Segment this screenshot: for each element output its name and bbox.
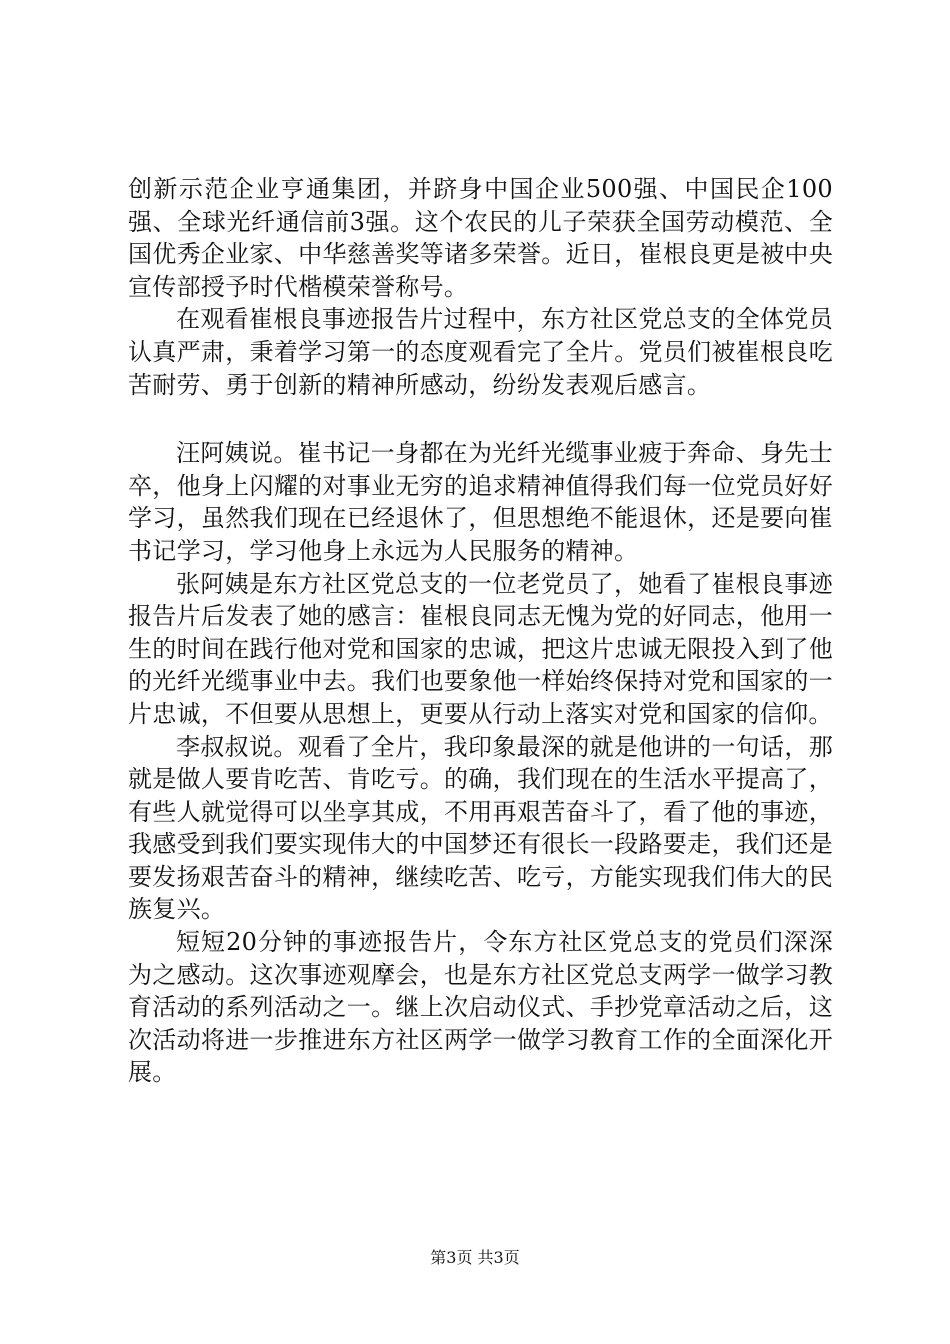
document-body (128, 173, 833, 1089)
paragraph-conclusion: 短短20分钟的事迹报告片，令东方社区党总支的党员们深深为之感动。这次事迹观摩会，也是东方社区党总支两学一做学习教育活动的系列活动之一。继上次启动仪式、手抄党章活动之后，这次活动将进一步推进东方社区两学一做学习教育工作的全面深化开展。 (128, 928, 833, 1087)
paragraph-aunt-zhang: 张阿姨是东方社区党总支的一位老党员了，她看了崔根良事迹报告片后发表了她的感言：崔根良同志无愧为党的好同志，他用一生的时间在践行他对党和国家的忠诚，把这片忠诚无限投入到了他的光纤光缆事业中去。我们也要象他一样始终保持对党和国家的一片忠诚，不但要从思想上，更要从行动上落实对党和国家的信仰。 (128, 569, 833, 728)
paragraph-uncle-li: 李叔叔说。观看了全片，我印象最深的就是他讲的一句话，那就是做人要肯吃苦、肯吃亏。的确，我们现在的生活水平提高了，有些人就觉得可以坐享其成，不用再艰苦奋斗了，看了他的事迹，我感受到我们要实现伟大的中国梦还有很长一段路要走，我们还是要发扬艰苦奋斗的精神，继续吃苦、吃亏，方能实现我们伟大的民族复兴。 (128, 732, 833, 924)
page-number-footer: 第3页 共3页 (430, 1248, 520, 1267)
paragraph-honors: 创新示范企业亨通集团，并跻身中国企业500强、中国民企100强、全球光纤通信前3强。这个农民的儿子荣获全国劳动模范、全国优秀企业家、中华慈善奖等诸多荣誉。近日，崔根良更是被中央宣传部授予时代楷模荣誉称号。 (128, 175, 833, 301)
paragraph-aunt-wang: 汪阿姨说。崔书记一身都在为光纤光缆事业疲于奔命、身先士卒，他身上闪耀的对事业无穷的追求精神值得我们每一位党员好好学习，虽然我们现在已经退休了，但思想绝不能退休，还是要向崔书记学习，学习他身上永远为人民服务的精神。 (128, 439, 833, 565)
paragraph-viewing: 在观看崔根良事迹报告片过程中，东方社区党总支的全体党员认真严肃，秉着学习第一的态度观看完了全片。党员们被崔根良吃苦耐劳、勇于创新的精神所感动，纷纷发表观后感言。 (128, 305, 833, 399)
